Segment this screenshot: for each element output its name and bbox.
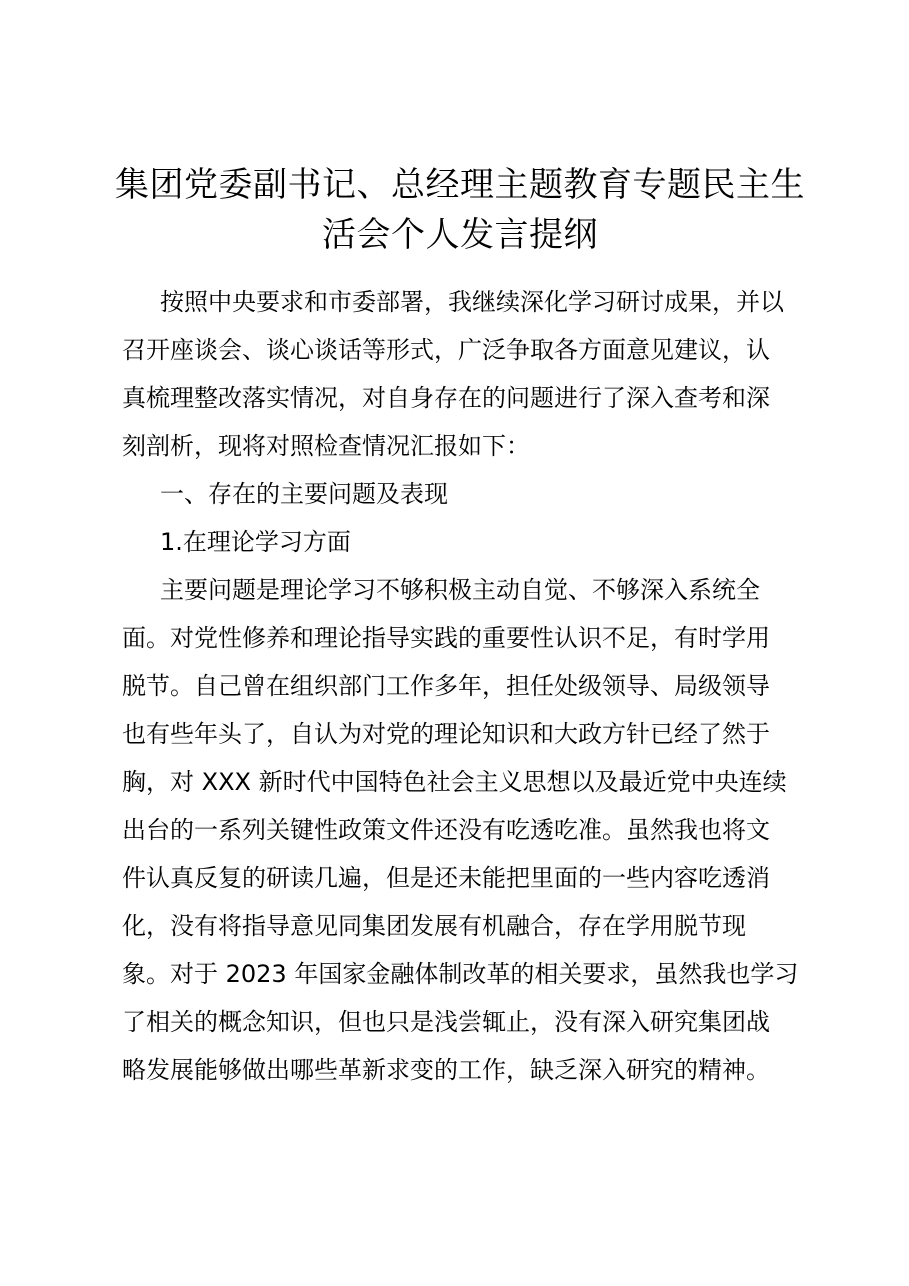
document-title xyxy=(110,160,810,260)
title-line-1: 集团党委副书记、总经理主题教育专题民主生 xyxy=(115,165,805,205)
text-line: 面。对党性修养和理论指导实践的重要性认识不足，有时学用 xyxy=(122,624,770,652)
text-line: 召开座谈会、谈心谈话等形式，广泛争取各方面意见建议，认 xyxy=(122,336,770,364)
text-line: 件认真反复的研读几遍，但是还未能把里面的一些内容吃透消 xyxy=(122,864,770,892)
text-line: 了相关的概念知识，但也只是浅尝辄止，没有深入研究集团战 xyxy=(122,1008,770,1036)
text-line: 真梳理整改落实情况，对自身存在的问题进行了深入查考和深 xyxy=(122,384,770,412)
text-line: 略发展能够做出哪些革新求变的工作，缺乏深入研究的精神。 xyxy=(122,1056,770,1084)
text-line: 胸，对 XXX 新时代中国特色社会主义思想以及最近党中央连续 xyxy=(122,768,787,796)
subsection-heading xyxy=(122,518,798,566)
text-line: 刻剖析，现将对照检查情况汇报如下： xyxy=(122,432,530,460)
title-line-2: 活会个人发言提纲 xyxy=(322,215,598,255)
text-line: 象。对于 2023 年国家金融体制改革的相关要求，虽然我也学习 xyxy=(122,960,799,988)
section-heading xyxy=(122,470,798,518)
text-line: 化，没有将指导意见同集团发展有机融合，存在学用脱节现 xyxy=(122,912,746,940)
text-line: 主要问题是理论学习不够积极主动自觉、不够深入系统全 xyxy=(160,576,760,604)
text-line: 脱节。自己曾在组织部门工作多年，担任处级领导、局级领导 xyxy=(122,672,770,700)
paragraph-theory-study xyxy=(122,566,798,1094)
heading-main-problems: 一、存在的主要问题及表现 xyxy=(160,480,448,508)
paragraph-intro xyxy=(122,278,798,470)
heading-theory-study: 1.在理论学习方面 xyxy=(160,528,351,556)
document-body xyxy=(122,278,798,1094)
text-line: 也有些年头了，自认为对党的理论知识和大政方针已经了然于 xyxy=(122,720,770,748)
text-line: 出台的一系列关键性政策文件还没有吃透吃准。虽然我也将文 xyxy=(122,816,770,844)
text-line: 按照中央要求和市委部署，我继续深化学习研讨成果，并以 xyxy=(160,288,784,316)
